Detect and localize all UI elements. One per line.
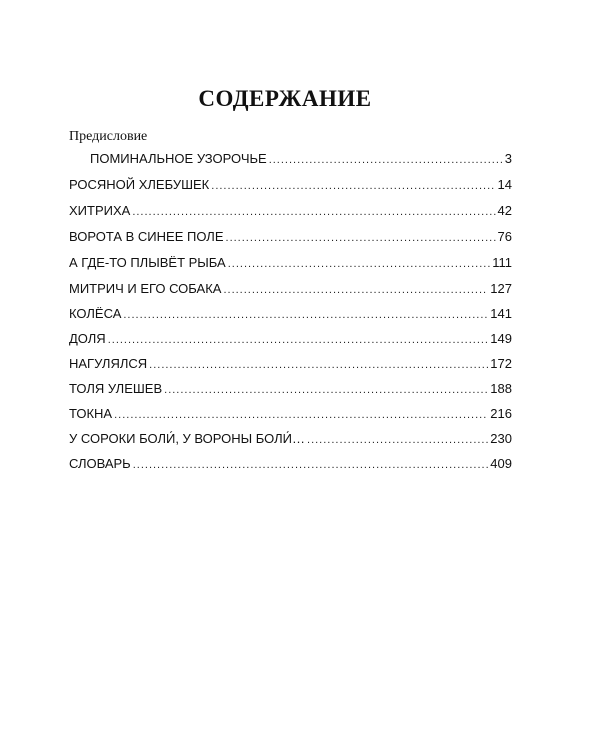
toc-entry-title: ДОЛЯ — [69, 331, 106, 346]
toc-entry-page: 216 — [490, 406, 512, 421]
toc-entry-page: 188 — [490, 381, 512, 396]
toc-entry-page: 409 — [490, 456, 512, 471]
toc-entry-page: 149 — [490, 331, 512, 346]
page-title: СОДЕРЖАНИЕ — [198, 86, 372, 111]
toc-entry-page: 127 — [490, 281, 512, 296]
toc-dot-leader — [228, 258, 491, 270]
toc-dot-leader — [108, 334, 489, 346]
toc-entry — [69, 255, 512, 273]
toc-entry — [69, 331, 512, 349]
toc-dot-leader — [226, 232, 496, 244]
toc-entry-title: ВОРОТА В СИНЕЕ ПОЛЕ — [69, 229, 224, 244]
toc-entry-page: 172 — [490, 356, 512, 371]
toc-entry-page: 76 — [497, 229, 512, 244]
toc-dot-leader — [269, 154, 503, 166]
toc-entry — [69, 177, 512, 195]
toc-entry-page: 230 — [490, 431, 512, 446]
toc-dot-leader — [123, 309, 488, 321]
toc-dot-leader — [211, 180, 495, 192]
toc-entry-title: СЛОВАРЬ — [69, 456, 131, 471]
toc-entry — [90, 151, 512, 169]
toc-entry — [69, 229, 512, 247]
toc-dot-leader — [223, 284, 488, 296]
toc-entry-title: МИТРИЧ И ЕГО СОБАКА — [69, 281, 222, 296]
toc-entry-page: 14 — [497, 177, 512, 192]
toc-entry-title: РОСЯНОЙ ХЛЕБУШЕК — [69, 177, 210, 192]
toc-dot-leader — [149, 359, 488, 371]
toc-entry — [69, 381, 512, 399]
toc-entry — [69, 306, 512, 324]
toc-entry-title: ХИТРИХА — [69, 203, 131, 218]
toc-entry-page: 3 — [504, 151, 512, 166]
toc-entry-title: КОЛЁСА — [69, 306, 122, 321]
toc-entry — [69, 431, 512, 449]
toc-entry — [69, 203, 512, 221]
preface-heading: Предисловие — [69, 129, 148, 144]
toc-entry-title: ПОМИНАЛЬНОЕ УЗОРОЧЬЕ — [90, 151, 267, 166]
toc-dot-leader — [164, 384, 488, 396]
toc-entry — [69, 406, 512, 424]
toc-entry-page: 42 — [497, 203, 512, 218]
toc-dot-leader — [307, 434, 488, 446]
toc-entry-title: ТОКНА — [69, 406, 113, 421]
toc-entry-title: НАГУЛЯЛСЯ — [69, 356, 148, 371]
toc-entry-title: ТОЛЯ УЛЕШЕВ — [69, 381, 163, 396]
toc-dot-leader — [114, 409, 488, 421]
toc-entry-page: 141 — [490, 306, 512, 321]
toc-entry-title: У СОРОКИ БОЛИ́, У ВОРОНЫ БОЛИ́… — [69, 431, 306, 446]
toc-entry-page: 111 — [492, 255, 512, 270]
toc-entry — [69, 356, 512, 374]
toc-entry — [69, 281, 512, 299]
toc-entry — [69, 456, 512, 474]
toc-dot-leader — [133, 459, 489, 471]
toc-entry-title: А ГДЕ-ТО ПЛЫВЁТ РЫБА — [69, 255, 226, 270]
toc-dot-leader — [132, 206, 495, 218]
